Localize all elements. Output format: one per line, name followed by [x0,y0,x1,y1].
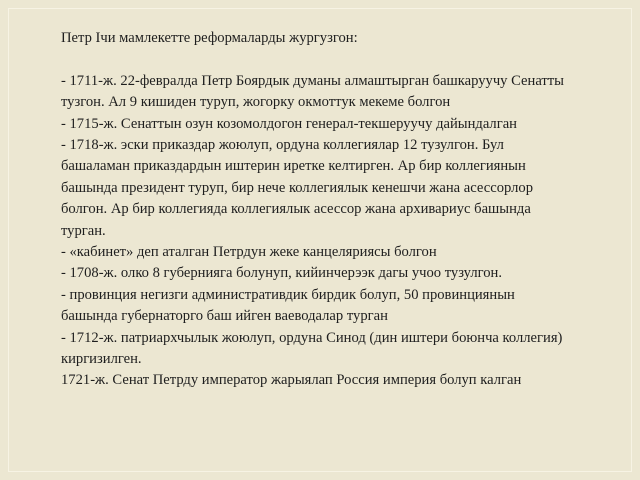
list-item [61,135,627,242]
text-line: башында губернаторго баш ийген ваеводалар турган [61,308,388,325]
list-item [61,242,627,263]
blank-line [61,49,627,70]
list-item [61,263,627,284]
text-line: - 1712-ж. патриархчылык жоюлуп, ордуна Синод (дин иштери боюнча коллегия) [61,329,563,346]
text-line: турган. [61,222,106,239]
text-line: - 1711-ж. 22-февралда Петр Боярдык думаны алмаштырган башкаруучу Сенатты [61,72,564,89]
text-line: - 1708-ж. олко 8 губернияга болунуп, кийинчерээк дагы учоо тузулгон. [61,265,502,282]
list-item [61,114,627,135]
slide-content [61,28,627,392]
text-line: башында президент туруп, бир нече коллегиялык кенешчи жана асессорлор [61,179,534,196]
list-item [61,370,627,391]
text-line: - 1715-ж. Сенаттын озун козомолдогон генерал-текшеруучу дайындалган [61,115,517,132]
text-line: 1721-ж. Сенат Петрду император жарыялап Россия империя болуп калган [61,372,522,389]
heading: Петр Iчи мамлекетте реформаларды жургузгон: [61,30,358,46]
text-line: болгон. Ар бир коллегияда коллегиялык асессор жана архивариус башында [61,201,531,218]
list-item [61,328,627,371]
text-line: тузгон. Ал 9 кишиден туруп, жогорку окмоттук мекеме болгон [61,94,451,111]
text-line: - «кабинет» деп аталган Петрдун жеке канцеляриясы болгон [61,244,437,261]
text-line: - провинция негизги административдик бирдик болуп, 50 провинциянын [61,286,515,303]
list-item [61,71,627,114]
text-line: башаламан приказдардын иштерин иретке келтирген. Ар бир коллегиянын [61,158,526,175]
text-line: киргизилген. [61,351,142,368]
text-line: - 1718-ж. эски приказдар жоюлуп, ордуна коллегиялар 12 тузулгон. Бул [61,137,504,154]
list-item [61,285,627,328]
